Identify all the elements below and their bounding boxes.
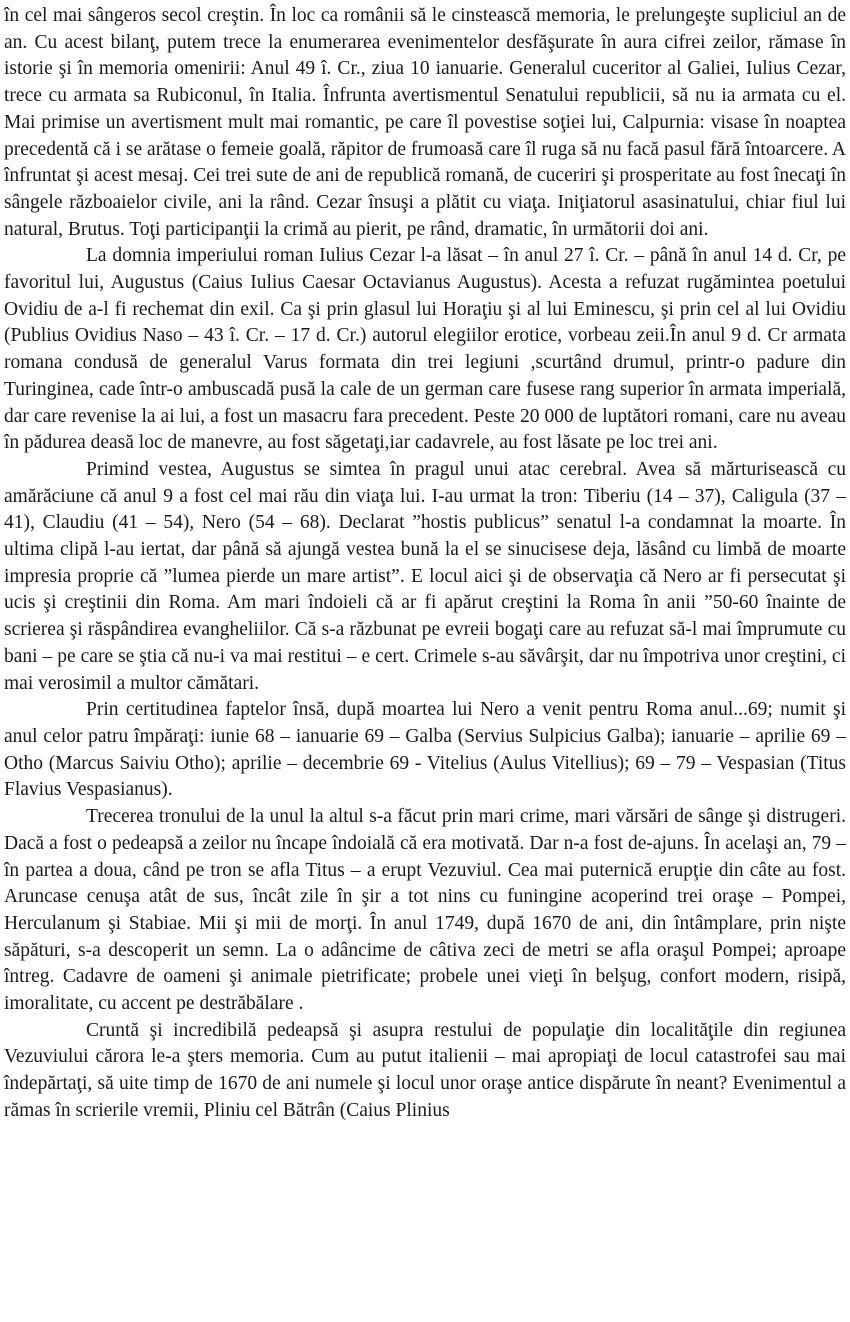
paragraph-augustus: La domnia imperiului roman Iulius Cezar l-a lăsat – în anul 27 î. Cr. – până în anul 14 d. Cr, pe favoritul lui, Augustus (Caius Iulius Caesar Octavianus Augustus). Acesta a refuzat rugămintea poetului Ovidiu de a-l fi rechemat din exil. Ca şi prin glasul lui Horaţiu şi al lui Eminescu, şi prin cel al lui Ovidiu (Publius Ovidius Naso – 43 î. Cr. – 17 d. Cr.) autorul elegiilor erotice, vorbeau zeii.În anul 9 d. Cr armata romana condusă de generalul Varus formata din trei legiuni ,scurtând drumul, printr-o padure din Turinginea, cade într-o ambuscadă pusă la cale de un german care fusese rang superior în armata imperială, dar care revenise la ai lui, a fost un masacru fara precedent. Peste 20 000 de luptători romani, care nu aveau în pădurea deasă loc de manevre, au fost săgetaţi,iar cadavrele, au fost lăsate pe loc trei ani. [4,245,846,454]
paragraph-continued: în cel mai sângeros secol creştin. În loc ca românii să le cinstească memoria, le prelungeşte supliciul an de an. Cu acest bilanţ, putem trece la enumerarea evenimentelor desfăşurate în aura cifrei zeilor, rămase în istorie şi în memoria omenirii: Anul 49 î. Cr., ziua 10 ianuarie. Generalul cuceritor al Galiei, Iulius Cezar, trece cu armata sa Rubiconul, în Italia. Înfrunta avertismentul Senatului republicii, să nu ia armata cu el. Mai primise un avertisment mult mai romantic, pe care îl povestise soţiei lui, Calpurnia: visase în noaptea precedentă că i se arătase o femeie goală, răpitor de frumoasă care îl ruga să nu facă pasul fără întoarcere. A înfruntat şi acest mesaj. Cei trei sute de ani de republică romană, de cuceriri şi prosperitate au fost înecaţi în sângele războaielor civile, ani la rând. Cezar însuşi a plătit cu viaţa. Iniţiatorul asasinatului, chiar fiul lui natural, Brutus. Toţi participanţii la crimă au pierit, pe rând, dramatic, în următorii doi ani. [4,5,846,240]
paragraph-year-69: Prin certitudinea faptelor însă, după moartea lui Nero a venit pentru Roma anul...69; numit şi anul celor patru împăraţi: iunie 68 – ianuarie 69 – Galba (Servius Sulpicius Galba); ianuarie – aprilie 69 – Otho (Marcus Saiviu Otho); aprilie – decembrie 69 - Vitelius (Aulus Vitellius); 69 – 79 – Vespasian (Titus Flavius Vespasianus). [4,699,846,801]
paragraph-memory: Cruntă şi incredibilă pedeapsă şi asupra restului de populaţie din localităţile din regiunea Vezuviului cărora le-a şters memoria. Cum au putut italienii – mai apropiaţi de locul catastrofei sau mai îndepărtaţi, să uite timp de 1670 de ani numele şi locul unor oraşe antice dispărute în neant? Evenimentul a rămas în scrierile vremii, Pliniu cel Bătrân (Caius Plinius [4,1019,846,1121]
paragraph-nero: Primind vestea, Augustus se simtea în pragul unui atac cerebral. Avea să mărturisească cu amărăciune că anul 9 a fost cel mai rău din viaţa lui. I-au urmat la tron: Tiberiu (14 – 37), Caligula (37 – 41), Claudiu (41 – 54), Nero (54 – 68). Declarat ”hostis publicus” senatul l-a condamnat la moarte. În ultima clipă l-au iertat, dar până să ajungă vestea bună la el se sinucisese deja, lăsând cu limbă de moarte impresia proprie că ”lumea pierde un mare artist”. E locul aici şi de observaţia că Nero ar fi persecutat şi ucis şi creştinii din Roma. Am mari îndoieli că ar fi apărut creştini la Roma în anii ”50-60 înainte de scrierea şi răspândirea evangheliilor. Că s-a răzbunat pe evreii bogaţi care au refuzat să-l mai împrumute cu bani – pe care se ştia că nu-i va mai restitui – e cert. Crimele s-au săvârşit, dar nu împotriva unor creştini, ci mai verosimil a multor cămătari. [4,458,846,694]
paragraph-vesuvius: Trecerea tronului de la unul la altul s-a făcut prin mari crime, mari vărsări de sânge şi distrugeri. Dacă a fost o pedeapsă a zeilor nu încape îndoială că era motivată. Dar n-a fost de-ajuns. În acelaşi an, 79 – în partea a doua, când pe tron se afla Titus – a erupt Vezuviul. Cea mai puternică erupţie din câte au fost. Aruncase cenuşa atât de sus, încât zile în şir a tot nins cu funingine acoperind trei oraşe – Pompei, Herculanum şi Stabiae. Mii şi mii de morţi. În anul 1749, după 1670 de ani, din întâmplare, prin nişte săpături, s-a descoperit un semn. La o adâncime de câtiva zeci de metri se afla oraşul Pompei; aproape întreg. Cadavre de oameni şi animale pietrificate; probele unei vieţi în belşug, confort modern, risipă, imoralitate, cu accent pe destrăbălare . [4,806,846,1015]
